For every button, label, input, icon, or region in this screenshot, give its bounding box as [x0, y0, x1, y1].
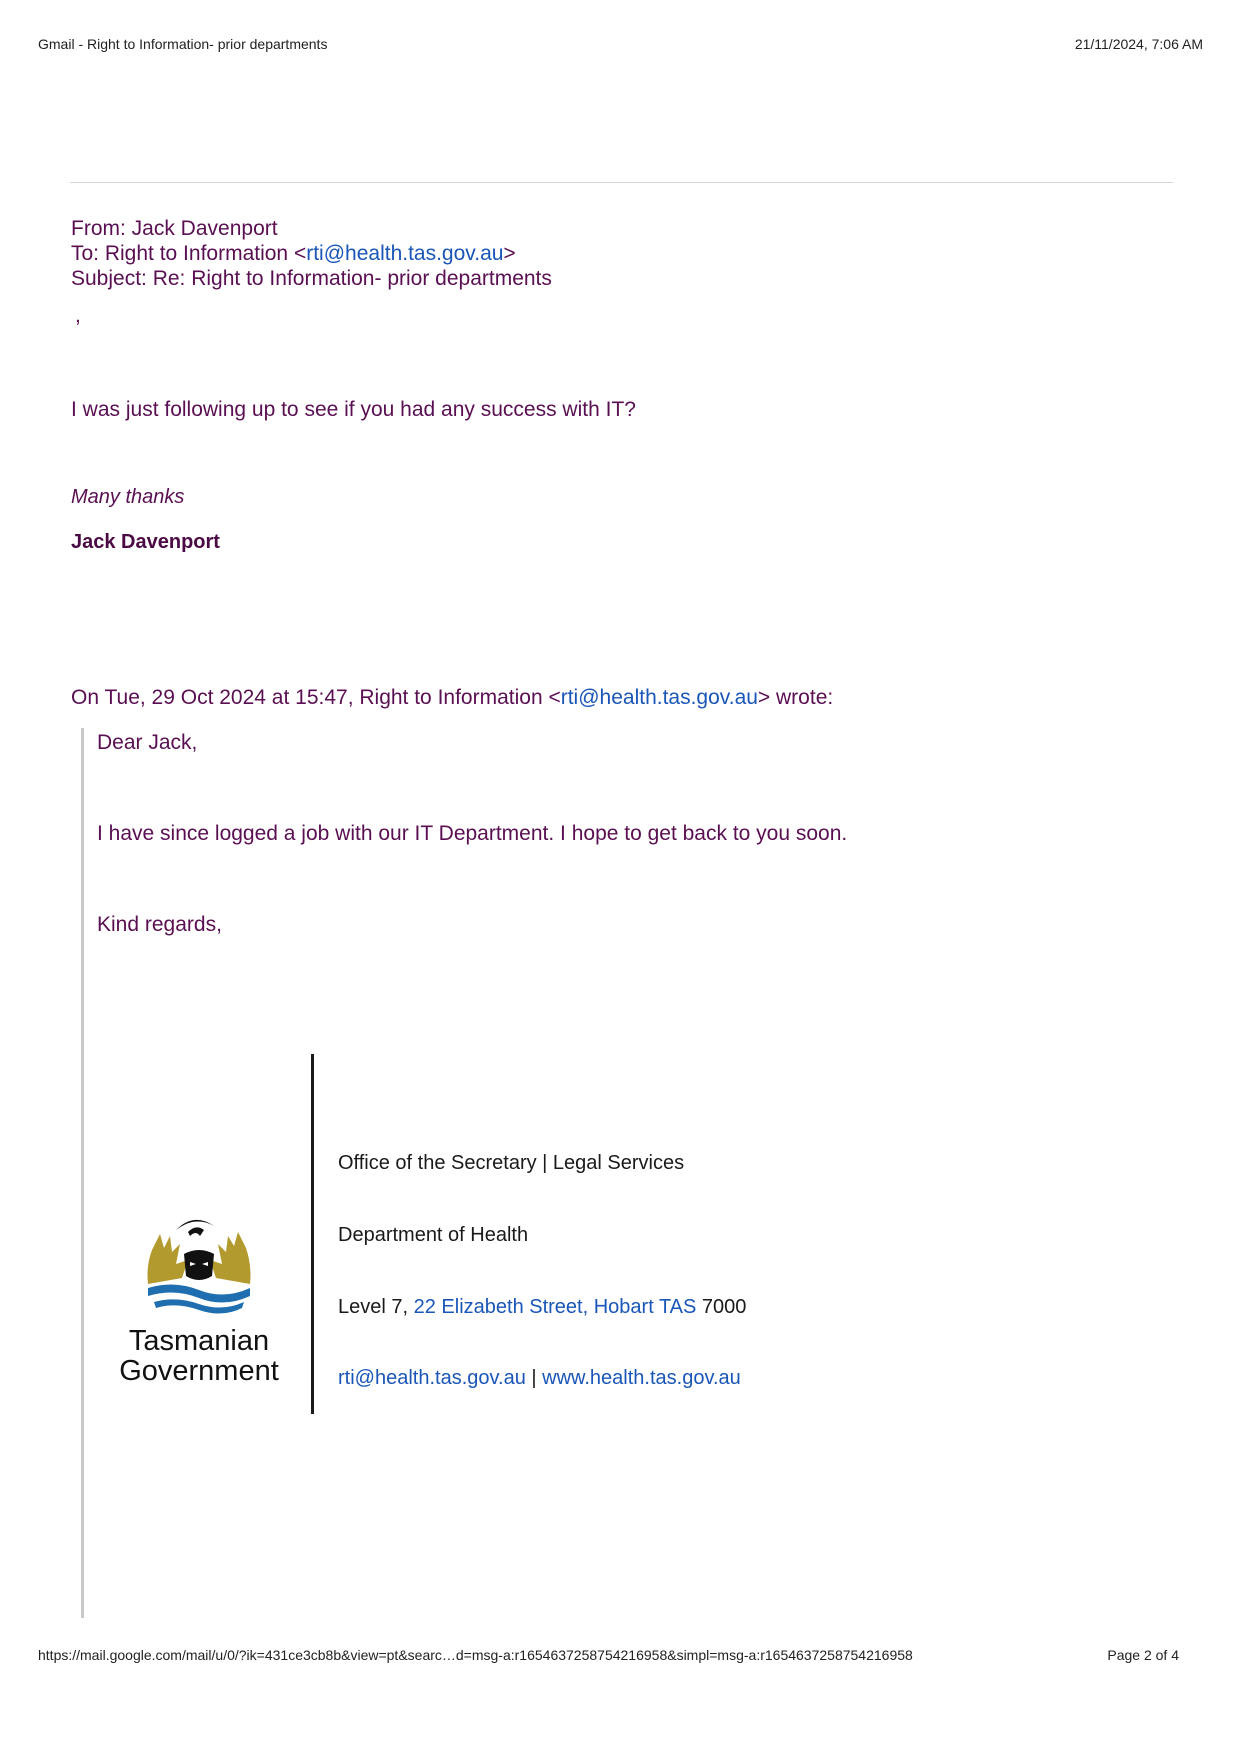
- subject-line: Subject: Re: Right to Information- prior departments: [71, 267, 552, 290]
- to-line: [71, 241, 552, 266]
- signature-contacts: [338, 1367, 741, 1390]
- attribution-email-link[interactable]: rti@health.tas.gov.au: [560, 686, 758, 709]
- attribution-prefix: On Tue, 29 Oct 2024 at 15:47, Right to Information <: [71, 686, 561, 709]
- print-header-datetime: 21/11/2024, 7:06 AM: [1074, 36, 1203, 52]
- message-headers: [71, 216, 552, 291]
- signature-website-link[interactable]: www.health.tas.gov.au: [542, 1367, 741, 1389]
- attribution-suffix: > wrote:: [757, 686, 834, 709]
- header-divider: [70, 182, 1173, 183]
- from-line: [71, 216, 552, 241]
- quoted-closing: Kind regards,: [97, 913, 222, 936]
- print-footer-page: Page 2 of 4: [1107, 1647, 1179, 1663]
- tasmanian-tiger-emblem-icon: [104, 1210, 294, 1326]
- address-link[interactable]: 22 Elizabeth Street, Hobart TAS: [413, 1296, 697, 1318]
- signoff: Many thanks: [71, 486, 185, 508]
- signature-name: Jack Davenport: [71, 531, 220, 553]
- message-body: I was just following up to see if you had any success with IT?: [71, 398, 636, 421]
- signature-divider: [311, 1054, 314, 1414]
- print-footer-url: https://mail.google.com/mail/u/0/?ik=431ce3cb8b&view=pt&searc…d=msg-a:r1654637258754216958&simpl=msg-a:r1654637258754216958: [38, 1647, 913, 1663]
- logo-line2: Government: [119, 1355, 279, 1387]
- logo-line1: Tasmanian: [128, 1325, 270, 1357]
- tasmanian-government-logo: [104, 1210, 294, 1390]
- signature-address: [338, 1296, 746, 1319]
- signature-email-link[interactable]: rti@health.tas.gov.au: [338, 1367, 526, 1389]
- from-name: Jack Davenport: [131, 217, 278, 240]
- signature-office: Office of the Secretary | Legal Services: [338, 1152, 685, 1174]
- to-close: >: [503, 242, 516, 265]
- print-header-title: Gmail - Right to Information- prior departments: [38, 36, 328, 52]
- address-postcode: 7000: [696, 1296, 747, 1318]
- quoted-body: I have since logged a job with our IT Department. I hope to get back to you soon.: [97, 822, 848, 845]
- salutation: ,: [75, 304, 81, 327]
- to-label: To: Right to Information <: [71, 242, 307, 265]
- quoted-greeting: Dear Jack,: [97, 731, 198, 754]
- to-email-link[interactable]: rti@health.tas.gov.au: [306, 242, 504, 265]
- from-label: From:: [71, 217, 132, 240]
- address-prefix: Level 7,: [338, 1296, 414, 1318]
- quote-attribution: [71, 686, 833, 710]
- contact-separator: |: [525, 1367, 543, 1389]
- quote-bar: [81, 728, 84, 1618]
- signature-department: Department of Health: [338, 1224, 529, 1246]
